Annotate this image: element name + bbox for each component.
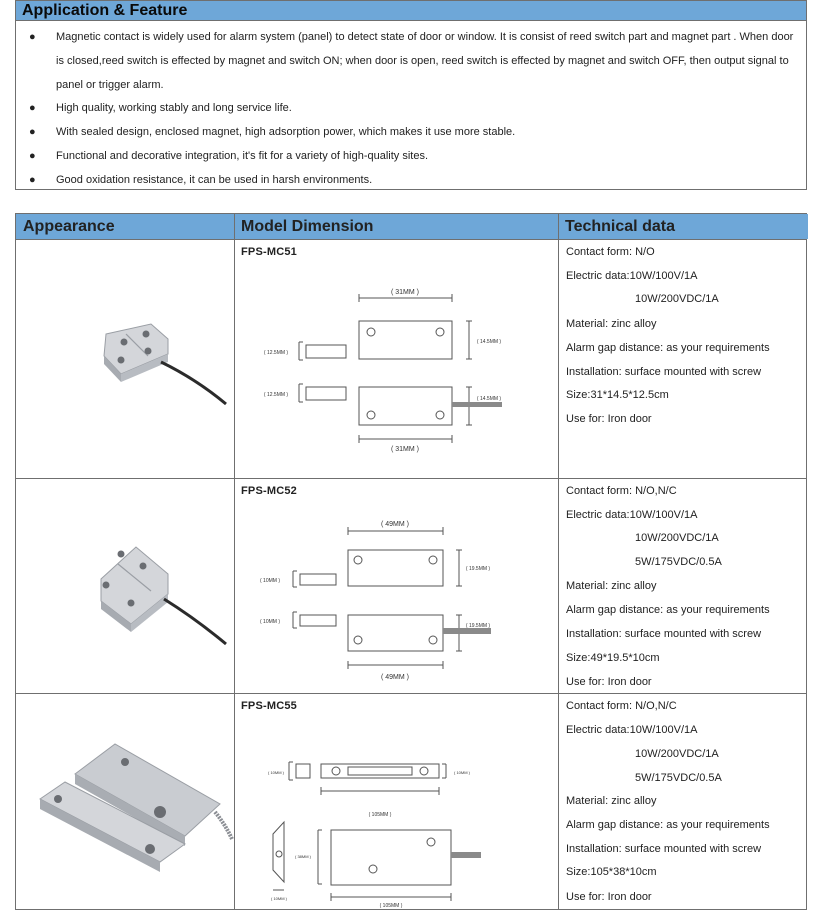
dimension-label: ( 105MM ) <box>368 812 392 818</box>
model-name: FPS-MC55 <box>241 700 297 712</box>
spec-line: 10W/200VDC/1A <box>635 293 719 305</box>
spec-line: Size:49*19.5*10cm <box>566 652 660 664</box>
product-table <box>15 213 807 910</box>
spec-line: Installation: surface mounted with screw <box>566 366 762 378</box>
column-header-appearance: Appearance <box>16 214 234 239</box>
spec-line: Material: zinc alloy <box>566 795 657 807</box>
dimension-drawing-mc52 <box>256 514 556 689</box>
spec-line: Electric data:10W/100V/1A <box>566 724 698 736</box>
spec-line: Contact form: N/O <box>566 246 655 258</box>
dimension-label: ( 31MM ) <box>391 289 419 296</box>
dimension-label: ( 31MM ) <box>391 446 419 453</box>
column-header-model-dimension: Model Dimension <box>234 214 558 239</box>
section-title: Application & Feature <box>16 1 806 21</box>
bullet-icon: ● <box>29 126 36 138</box>
spec-line: Electric data:10W/100V/1A <box>566 270 698 282</box>
bullet-icon: ● <box>29 102 36 114</box>
spec-line: Size:105*38*10cm <box>566 866 657 878</box>
bullet-icon: ● <box>29 31 36 43</box>
spec-line: Alarm gap distance: as your requirements <box>566 604 770 616</box>
spec-line: Electric data:10W/100V/1A <box>566 509 698 521</box>
dimension-label: ( 12.5MM ) <box>263 350 289 356</box>
spec-line: Use for: Iron door <box>566 676 652 688</box>
spec-line: Material: zinc alloy <box>566 318 657 330</box>
list-item: Good oxidation resistance, it can be used in harsh environments. <box>56 174 373 186</box>
spec-line: Use for: Iron door <box>566 891 652 903</box>
dimension-label: ( 10MM ) <box>260 578 280 584</box>
product-photo-mc55 <box>20 724 234 874</box>
dimension-drawing-mc51 <box>256 284 556 464</box>
spec-line: Use for: Iron door <box>566 413 652 425</box>
list-item: Functional and decorative integration, it's fit for a variety of high-quality sites. <box>56 150 429 162</box>
spec-line: Alarm gap distance: as your requirements <box>566 819 770 831</box>
column-header-technical-data: Technical data <box>558 214 808 239</box>
spec-line: 5W/175VDC/0.5A <box>635 772 722 784</box>
spec-line: 5W/175VDC/0.5A <box>635 556 722 568</box>
row-divider <box>16 478 806 479</box>
dimension-label: ( 14.5MM ) <box>476 339 502 345</box>
list-item: Magnetic contact is widely used for alarm system (panel) to detect state of door or window. It is consist of reed switch part and magnet part . When door is closed,reed switch is effected by magnet and switch ON; when door is open, reed switch is effected by magnet and switch OFF, then output signal to panel or trigger alarm. <box>56 31 794 91</box>
list-item: High quality, working stably and long service life. <box>56 102 292 114</box>
spec-line: Material: zinc alloy <box>566 580 657 592</box>
spec-line: Installation: surface mounted with screw <box>566 628 762 640</box>
row-divider <box>16 693 806 694</box>
product-photo-mc52 <box>76 539 246 649</box>
spec-line: Contact form: N/O,N/C <box>566 700 677 712</box>
dimension-label: ( 49MM ) <box>381 521 409 528</box>
dimension-label: ( 19.5MM ) <box>465 566 491 572</box>
spec-line: Alarm gap distance: as your requirements <box>566 342 770 354</box>
dimension-label: ( 10MM ) <box>268 770 284 775</box>
model-name: FPS-MC52 <box>241 485 297 497</box>
dimension-label: ( 10MM ) <box>271 896 287 901</box>
spec-line: Installation: surface mounted with screw <box>566 843 762 855</box>
spec-line: Size:31*14.5*12.5cm <box>566 389 669 401</box>
spec-line: 10W/200VDC/1A <box>635 748 719 760</box>
product-photo-mc51 <box>76 304 246 414</box>
dimension-label: ( 19.5MM ) <box>465 623 491 629</box>
dimension-drawing-mc55 <box>256 754 556 909</box>
dimension-label: ( 14.5MM ) <box>476 396 502 402</box>
dimension-label: ( 105MM ) <box>379 903 403 909</box>
row-divider <box>16 239 806 240</box>
column-divider <box>558 214 559 909</box>
list-item: With sealed design, enclosed magnet, high adsorption power, which makes it use more stable. <box>56 126 516 138</box>
dimension-label: ( 10MM ) <box>260 619 280 625</box>
dimension-label: ( 10MM ) <box>454 770 470 775</box>
model-name: FPS-MC51 <box>241 246 297 258</box>
bullet-icon: ● <box>29 150 36 162</box>
application-feature-section <box>15 0 807 190</box>
dimension-label: ( 38MM ) <box>295 854 311 859</box>
bullet-icon: ● <box>29 174 36 186</box>
spec-line: Contact form: N/O,N/C <box>566 485 677 497</box>
dimension-label: ( 49MM ) <box>381 674 409 681</box>
dimension-label: ( 12.5MM ) <box>263 392 289 398</box>
spec-line: 10W/200VDC/1A <box>635 532 719 544</box>
